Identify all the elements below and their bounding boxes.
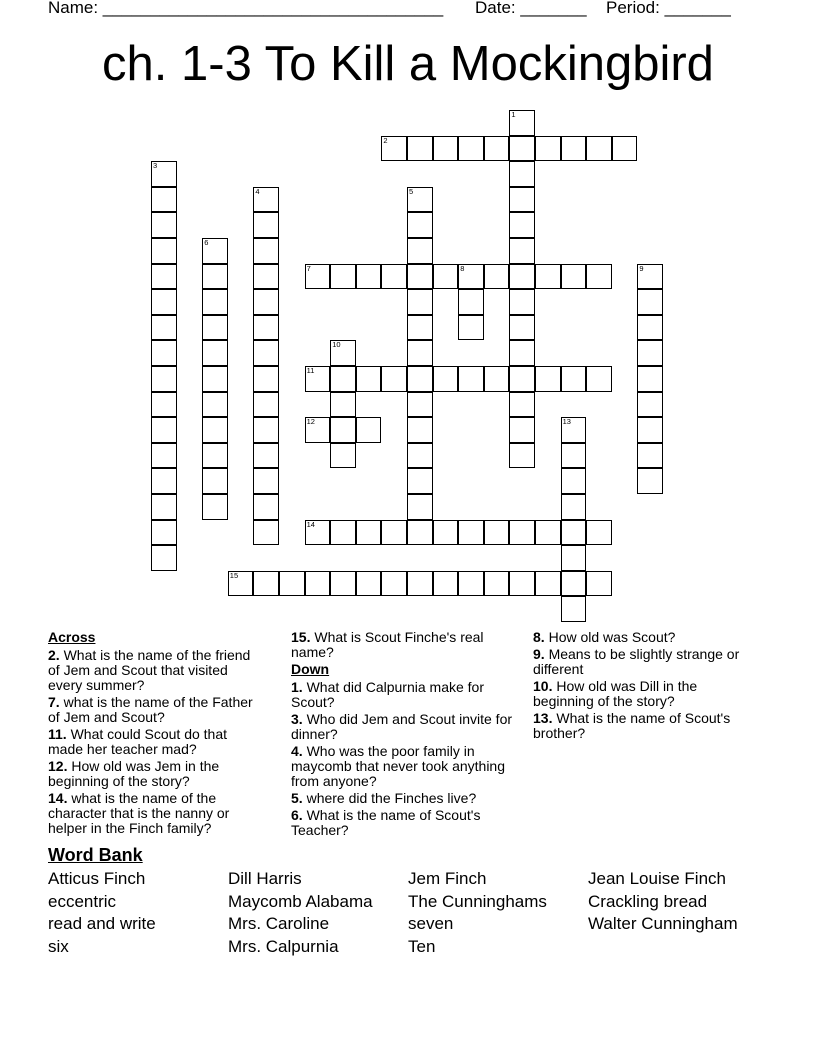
grid-cell[interactable] (151, 545, 177, 571)
grid-cell[interactable] (151, 238, 177, 264)
grid-cell[interactable] (356, 264, 382, 290)
grid-cell[interactable] (202, 315, 228, 341)
grid-cell[interactable] (407, 520, 433, 546)
grid-cell[interactable] (535, 136, 561, 162)
word-bank-item: read and write (48, 914, 156, 933)
grid-cell[interactable] (509, 136, 535, 162)
grid-cell[interactable] (586, 264, 612, 290)
grid-cell[interactable] (637, 340, 663, 366)
word-bank-item: Atticus Finch (48, 869, 146, 888)
grid-cell[interactable] (253, 417, 279, 443)
grid-cell[interactable] (202, 417, 228, 443)
word-bank-item: seven (408, 914, 454, 933)
grid-cell[interactable] (586, 520, 612, 546)
grid-cell[interactable] (253, 212, 279, 238)
word-bank-item: Maycomb Alabama (228, 892, 373, 911)
grid-cell[interactable] (202, 264, 228, 290)
grid-cell-number: 8 (460, 263, 465, 273)
grid-cell[interactable] (509, 340, 535, 366)
grid-cell[interactable] (253, 520, 279, 546)
clue-down-8: 8. How old was Scout? (533, 629, 676, 645)
grid-cell[interactable] (330, 392, 356, 418)
grid-cell[interactable] (561, 468, 587, 494)
grid-cell[interactable] (356, 520, 382, 546)
grid-cell[interactable] (151, 468, 177, 494)
grid-cell[interactable] (509, 417, 535, 443)
across-heading: Across (48, 629, 96, 645)
grid-cell[interactable] (253, 468, 279, 494)
grid-cell[interactable] (253, 366, 279, 392)
word-bank-item: Mrs. Calpurnia (228, 937, 339, 956)
grid-cell[interactable] (151, 443, 177, 469)
clue-down-10: 10. How old was Dill in the beginning of the story? (533, 678, 698, 709)
grid-cell-number: 13 (562, 417, 571, 427)
grid-cell[interactable] (612, 136, 638, 162)
grid-cell-number: 3 (153, 161, 158, 171)
grid-cell[interactable] (561, 136, 587, 162)
grid-cell[interactable] (202, 366, 228, 392)
right-clues-column (533, 630, 758, 743)
grid-cell[interactable] (637, 417, 663, 443)
grid-cell[interactable] (458, 571, 484, 597)
grid-cell[interactable] (561, 596, 587, 622)
word-bank-item: Dill Harris (228, 869, 302, 888)
grid-cell[interactable] (151, 315, 177, 341)
grid-cell[interactable] (330, 571, 356, 597)
grid-cell[interactable] (458, 366, 484, 392)
grid-cell-number: 14 (306, 519, 315, 529)
grid-cell[interactable] (330, 366, 356, 392)
grid-cell[interactable] (253, 494, 279, 520)
grid-cell[interactable] (356, 366, 382, 392)
grid-cell[interactable] (509, 187, 535, 213)
down-heading: Down (291, 661, 330, 677)
grid-cell-number: 9 (639, 263, 644, 273)
grid-cell[interactable] (484, 366, 510, 392)
grid-cell[interactable] (433, 520, 459, 546)
grid-cell[interactable] (202, 392, 228, 418)
middle-clues-column (291, 630, 526, 840)
grid-cell[interactable] (253, 315, 279, 341)
grid-cell-number: 2 (383, 135, 388, 145)
grid-cell[interactable] (458, 136, 484, 162)
grid-cell[interactable] (637, 315, 663, 341)
grid-cell[interactable] (407, 392, 433, 418)
grid-cell[interactable] (407, 571, 433, 597)
grid-cell[interactable] (151, 264, 177, 290)
clue-down-5: 5. where did the Finches live? (291, 790, 477, 806)
grid-cell-number: 6 (204, 238, 209, 247)
grid-cell[interactable] (202, 289, 228, 315)
grid-cell[interactable] (151, 289, 177, 315)
clue-across-7: 7. what is the name of the Father of Jem and Scout? (48, 694, 253, 725)
grid-cell[interactable] (253, 340, 279, 366)
word-bank-item: Jem Finch (408, 869, 487, 888)
clue-across-12: 12. How old was Jem in the beginning of the story? (48, 758, 220, 789)
grid-cell[interactable] (356, 571, 382, 597)
grid-cell[interactable] (458, 289, 484, 315)
page-title: ch. 1-3 To Kill a Mockingbird (102, 37, 714, 91)
grid-cell[interactable] (407, 289, 433, 315)
word-bank-item: Ten (408, 937, 436, 956)
grid-cell[interactable] (407, 468, 433, 494)
across-clues-column (48, 630, 263, 838)
date-field-label: Date: _______ (475, 0, 587, 17)
clue-across-15: 15. What is Scout Finche's real name? (291, 629, 484, 660)
grid-cell[interactable] (202, 443, 228, 469)
grid-cell[interactable] (535, 520, 561, 546)
grid-cell[interactable] (407, 340, 433, 366)
grid-cell[interactable] (381, 366, 407, 392)
grid-cell[interactable] (509, 443, 535, 469)
grid-cell[interactable] (407, 417, 433, 443)
grid-cell[interactable] (586, 571, 612, 597)
grid-cell[interactable] (509, 571, 535, 597)
grid-cell[interactable] (509, 289, 535, 315)
grid-cell[interactable] (433, 264, 459, 290)
grid-cell[interactable] (637, 443, 663, 469)
grid-cell[interactable] (509, 161, 535, 187)
grid-cell[interactable] (535, 264, 561, 290)
grid-cell[interactable] (433, 136, 459, 162)
grid-cell[interactable] (637, 289, 663, 315)
grid-cell[interactable] (407, 136, 433, 162)
grid-cell-number: 5 (409, 186, 414, 196)
grid-cell-number: 12 (306, 417, 315, 427)
grid-cell[interactable] (509, 212, 535, 238)
grid-cell-number: 7 (306, 263, 311, 273)
grid-cell[interactable] (561, 494, 587, 520)
grid-cell[interactable] (484, 136, 510, 162)
grid-cell-number: 4 (255, 186, 260, 196)
grid-cell[interactable] (535, 366, 561, 392)
grid-cell[interactable] (305, 571, 331, 597)
grid-cell[interactable] (151, 520, 177, 546)
grid-cell[interactable] (253, 392, 279, 418)
grid-cell[interactable] (484, 264, 510, 290)
grid-cell-number: 11 (306, 366, 315, 375)
grid-cell[interactable] (253, 238, 279, 264)
grid-cell[interactable] (637, 366, 663, 392)
grid-cell[interactable] (637, 392, 663, 418)
grid-cell[interactable] (433, 366, 459, 392)
grid-cell[interactable] (561, 520, 587, 546)
grid-cell[interactable] (407, 443, 433, 469)
grid-cell[interactable] (509, 238, 535, 264)
clue-down-6: 6. What is the name of Scout's Teacher? (291, 807, 481, 838)
grid-cell[interactable] (484, 571, 510, 597)
grid-cell[interactable] (407, 315, 433, 341)
grid-cell[interactable] (202, 494, 228, 520)
grid-cell[interactable] (381, 264, 407, 290)
period-field-label: Period: _______ (606, 0, 731, 17)
grid-cell[interactable] (561, 366, 587, 392)
grid-cell[interactable] (151, 366, 177, 392)
word-bank-item: Jean Louise Finch (588, 869, 726, 888)
grid-cell[interactable] (407, 212, 433, 238)
clue-across-14: 14. what is the name of the character that is the nanny or helper in the Finch family? (48, 790, 230, 836)
grid-cell[interactable] (330, 417, 356, 443)
grid-cell[interactable] (509, 520, 535, 546)
grid-cell[interactable] (509, 315, 535, 341)
grid-cell[interactable] (279, 571, 305, 597)
grid-cell[interactable] (202, 340, 228, 366)
grid-cell[interactable] (586, 366, 612, 392)
name-field-label: Name: ____________________________________ (48, 0, 444, 17)
grid-cell[interactable] (509, 392, 535, 418)
word-bank-item: Mrs. Caroline (228, 914, 330, 933)
grid-cell[interactable] (637, 468, 663, 494)
grid-cell[interactable] (253, 571, 279, 597)
grid-cell[interactable] (561, 571, 587, 597)
word-bank-item: Crackling bread (588, 892, 708, 911)
grid-cell-number: 1 (511, 110, 516, 119)
grid-cell[interactable] (407, 238, 433, 264)
grid-cell[interactable] (381, 571, 407, 597)
grid-cell[interactable] (151, 392, 177, 418)
grid-cell[interactable] (509, 264, 535, 290)
grid-cell[interactable] (356, 417, 382, 443)
grid-cell[interactable] (151, 340, 177, 366)
grid-cell-number: 15 (229, 570, 239, 580)
word-bank-item: eccentric (48, 892, 117, 911)
grid-cell[interactable] (330, 520, 356, 546)
grid-cell[interactable] (407, 264, 433, 290)
grid-cell[interactable] (253, 443, 279, 469)
grid-cell[interactable] (509, 366, 535, 392)
grid-cell[interactable] (535, 571, 561, 597)
clue-down-4: 4. Who was the poor family in maycomb that never took anything from anyone? (291, 743, 506, 789)
clue-down-13: 13. What is the name of Scout's brother? (533, 710, 731, 741)
grid-cell[interactable] (253, 289, 279, 315)
grid-cell[interactable] (433, 571, 459, 597)
word-bank-item: The Cunninghams (408, 892, 547, 911)
clue-down-9: 9. Means to be slightly strange or different (533, 646, 740, 677)
grid-cell[interactable] (407, 366, 433, 392)
grid-cell[interactable] (484, 520, 510, 546)
grid-cell[interactable] (151, 187, 177, 213)
grid-cell[interactable] (407, 494, 433, 520)
clue-across-11: 11. What could Scout do that made her teacher mad? (48, 726, 228, 757)
clue-down-3: 3. Who did Jem and Scout invite for dinner? (291, 711, 513, 742)
grid-cell-number: 10 (332, 340, 341, 350)
grid-cell[interactable] (330, 443, 356, 469)
grid-cell[interactable] (381, 520, 407, 546)
grid-cell[interactable] (330, 264, 356, 290)
grid-cell[interactable] (586, 136, 612, 162)
word-bank-item: Walter Cunningham (588, 914, 738, 933)
grid-cell[interactable] (151, 212, 177, 238)
word-bank-item: six (48, 937, 69, 956)
clue-down-1: 1. What did Calpurnia make for Scout? (291, 679, 484, 710)
grid-cell[interactable] (458, 520, 484, 546)
grid-cell[interactable] (202, 468, 228, 494)
grid-cell[interactable] (458, 315, 484, 341)
grid-cell[interactable] (151, 417, 177, 443)
grid-cell[interactable] (561, 443, 587, 469)
grid-cell[interactable] (151, 494, 177, 520)
grid-cell[interactable] (561, 264, 587, 290)
word-bank-heading: Word Bank (48, 845, 143, 865)
clue-across-2: 2. What is the name of the friend of Jem and Scout that visited every summer? (48, 647, 251, 693)
grid-cell[interactable] (253, 264, 279, 290)
grid-cell[interactable] (561, 545, 587, 571)
